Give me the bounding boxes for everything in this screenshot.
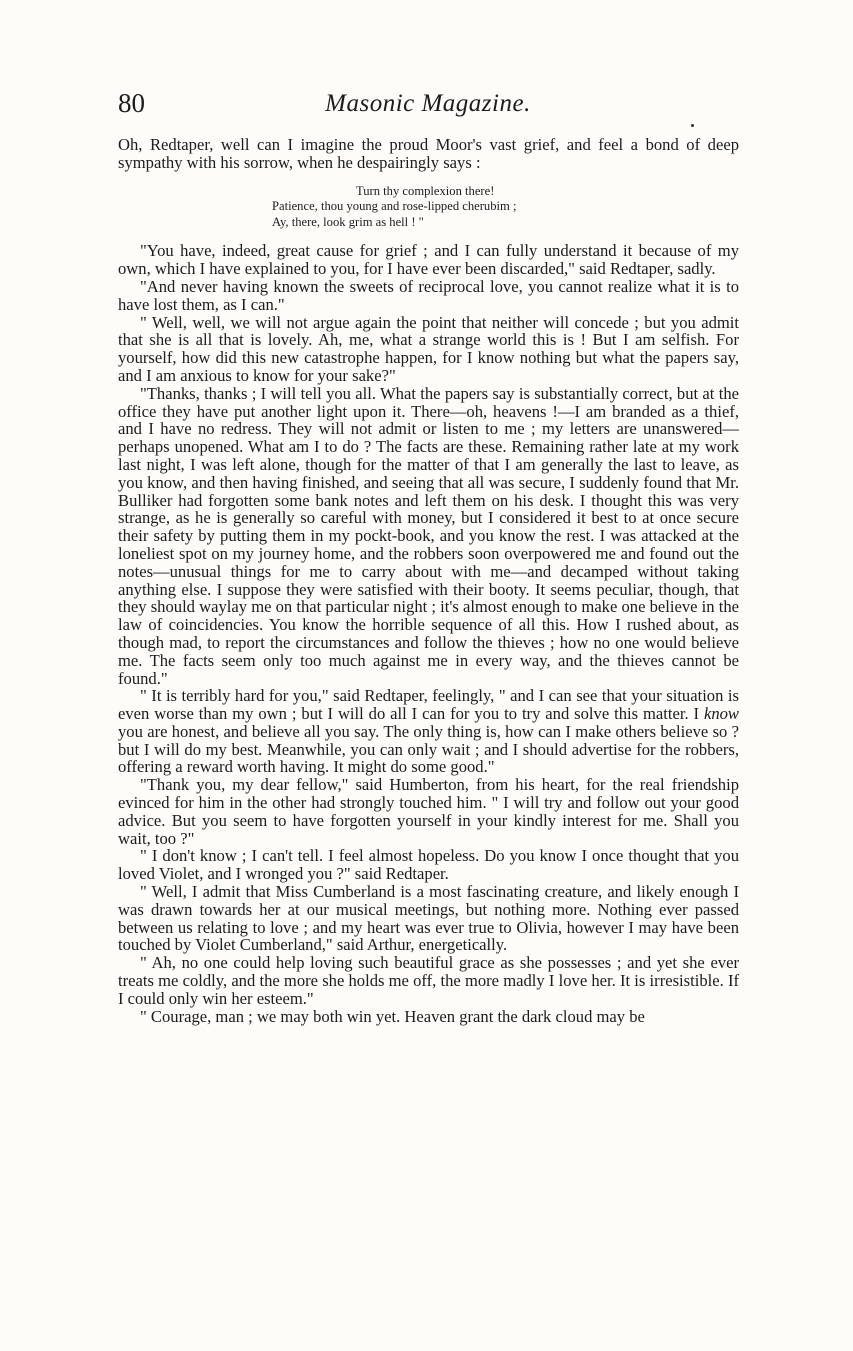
emphasis-text: know [703,704,739,724]
paragraph: "Thanks, thanks ; I will tell you all. What the papers say is substantially correct, but at the office they have put another light upon it. There—oh, heavens !—I am branded as a thief, and I have no redress. They will not admit or listen to me ; my letters are unanswered—perhaps unopened. What am I to do ? The facts are these. Remaining rather late at my work last night, I was left alone, though for the matter of that I am generally the last to leave, as you know, and then having finished, and seeing that all was secure, I suddenly found that Mr. Bulliker had forgotten some bank notes and left them on his desk. I thought this was very strange, as he is generally so careful with money, but I considered it best to at once secure their safety by putting them in my pockt-book, and you know the rest. I was attacked at the loneliest spot on my journey home, and the robbers soon overpowered me and found out the notes—unusual things for me to carry about with me—and decamped without taking anything else. I suppose they were satisfied with their booty. It seems peculiar, though, that they should waylay me on that particular night ; it's almost enough to make one believe in the law of coincidencies. You know the horrible sequence of all this. How I rushed about, as though mad, to report the circumstances and follow the thieves ; how no one would believe me. The facts seem only too much against me in every way, and the thieves cannot be found." [118,383,739,688]
paragraph-text: " It is terribly hard for you," said Redtaper, feelingly, " and I can see that your situation is even worse than my own ; but I will do all I can for you to try and solve this matter. I [118,686,739,724]
verse-line: Patience, thou young and rose-lipped cherubim ; [272,199,517,214]
paragraph: "You have, indeed, great cause for grief ; and I can fully understand it because of my own, which I have explained to you, for I have ever been discarded," said Redtaper, sadly. [118,241,739,279]
verse-quote [272,184,739,231]
running-title: Masonic Magazine. [325,90,531,117]
paragraph: " I don't know ; I can't tell. I feel almost hopeless. Do you know I once thought that you loved Violet, and I wronged you ?" said Redtaper. [118,846,739,884]
page-number: 80 [118,88,145,118]
article-body [118,136,739,1025]
paragraph [118,687,739,776]
paragraph: "And never having known the sweets of reciprocal love, you cannot realize what it is to have lost them, as I can." [118,276,739,314]
paragraph: " Courage, man ; we may both win yet. Heaven grant the dark cloud may be [140,1006,645,1026]
paragraph: " Ah, no one could help loving such beautiful grace as she possesses ; and yet she ever treats me coldly, and the more she holds me off, the more madly I love her. It is irresistible. If I could only win her esteem." [118,953,739,1008]
intro-paragraph: Oh, Redtaper, well can I imagine the proud Moor's vast grief, and feel a bond of deep sympathy with his sorrow, when he despairingly says : [118,135,739,172]
paragraph: " Well, well, we will not argue again the point that neither will concede ; but you admit that she is all that is lovely. Ah, me, what a strange world this is ! But I am selfish. For yourself, how did this new catastrophe happen, for I know nothing but what the papers say, and I am anxious to know for your sake?" [118,312,739,385]
paragraph-text: you are honest, and believe all you say. The only thing is, how can I make others believe so ? but I will do my best. Meanwhile, you can only wait ; and I should advertise for the robbers, offering a reward worth having. It might do some good." [118,721,739,777]
paragraph: " Well, I admit that Miss Cumberland is a most fascinating creature, and likely enough I was drawn towards her at our musical meetings, but nothing more. Nothing ever passed between us relating to love ; and my heart was ever true to Olivia, however I may have been touched by Violet Cumberland," said Arthur, energetically. [118,882,739,955]
header-dot [691,124,694,127]
page-header [118,88,738,122]
paragraph: "Thank you, my dear fellow," said Humberton, from his heart, for the real friendship evinced for him in the other had strongly touched him. " I will try and follow out your good advice. But you seem to have forgotten yourself in your kindly interest for me. Shall you wait, too ?" [118,775,739,848]
verse-line: Ay, there, look grim as hell ! " [272,214,424,229]
verse-line: Turn thy complexion there! [356,183,495,198]
